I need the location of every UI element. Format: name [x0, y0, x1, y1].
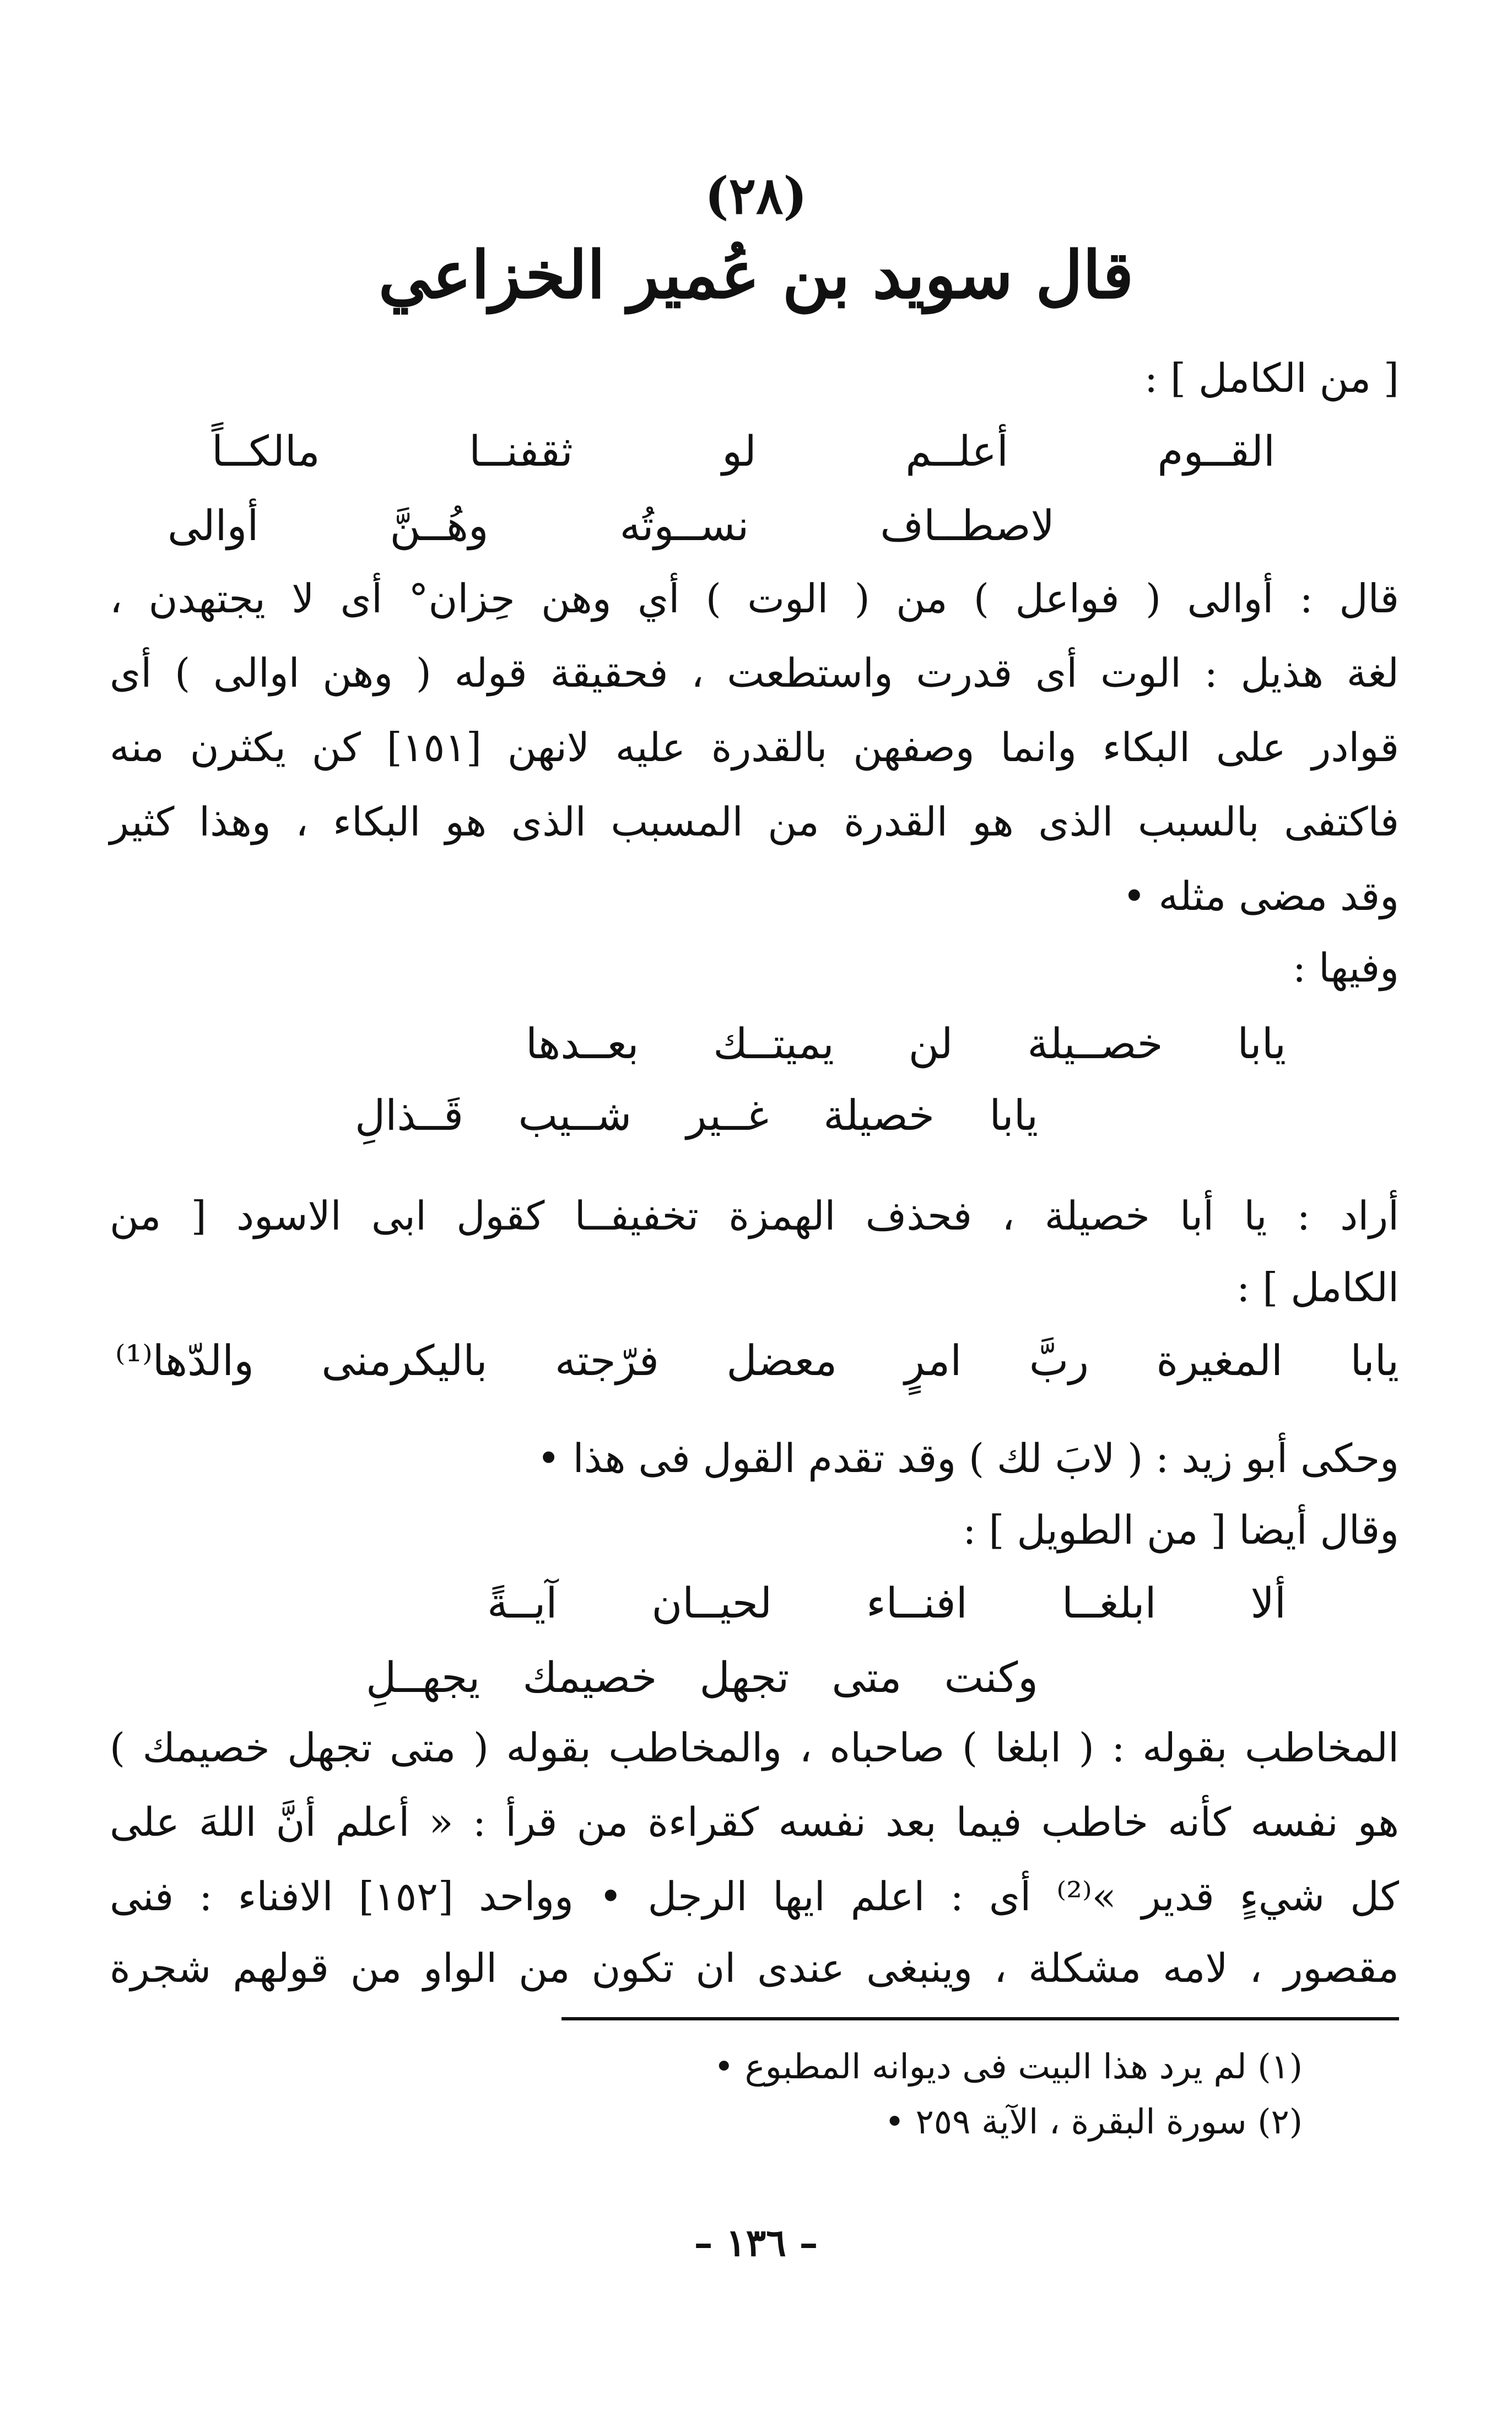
prose-line: فاكتفى بالسبب الذى هو القدرة من المسبب الذى هو البكاء ، وهذا كثير — [110, 799, 1399, 845]
verse-line: يابا المغيرة ربَّ امرٍ معضل فرّجته باليكرمنى والدّها⁽¹⁾ — [115, 1336, 1399, 1385]
verse-line: يابا خصيلة غــير شــيب قَــذالِ — [355, 1091, 1038, 1140]
footnote: (١) لم يرد هذا البيت فى ديوانه المطبوع • — [714, 2046, 1303, 2087]
verse-line: يابا خصــيلة لن يميتــك بعــدها — [526, 1019, 1286, 1068]
prose-line: كل شيءٍ قدير »⁽²⁾ أى : اعلم ايها الرجل • وواحد [١٥٢] الافناء : فنى — [110, 1873, 1400, 1920]
prose-line: قال : أوالى ( فواعل ) من ( الوت ) أي وهن حِزان° أى لا يجتهدن ، — [110, 575, 1399, 622]
prose-line: وفيها : — [1292, 945, 1399, 991]
footnote: (٢) سورة البقرة ، الآية ٢٥٩ • — [884, 2101, 1303, 2142]
prose-line: وحكى أبو زيد : ( لابَ لك ) وقد تقدم القول فى هذا • — [537, 1435, 1399, 1481]
page-number: – ١٣٦ – — [694, 2221, 818, 2265]
footnote-divider — [561, 2017, 1399, 2020]
verse-line: لاصطــاف نســوتُه وهُــنَّ أوالى — [168, 501, 1055, 550]
prose-line: لغة هذيل : الوت أى قدرت واستطعت ، فحقيقة قوله ( وهن اوالى ) أى — [110, 650, 1399, 696]
prose-line: الكامل ] : — [1236, 1264, 1399, 1311]
prose-line: وقال أيضا [ من الطويل ] : — [963, 1507, 1399, 1553]
verse-line: القــوم أعلــم لو ثقفنــا مالكــاً — [212, 427, 1275, 476]
meter-label: [ من الكامل ] : — [1144, 355, 1399, 401]
prose-line: أراد : يا أبا خصيلة ، فحذف الهمزة تخفيفــا كقول ابى الاسود [ من — [110, 1193, 1399, 1239]
prose-line: قوادر على البكاء وانما وصفهن بالقدرة عليه لانهن [١٥١] كن يكثرن منه — [110, 724, 1399, 770]
verse-line: ألا ابلغــا افنــاء لحيــان آيــةً — [487, 1578, 1286, 1627]
prose-line: وقد مضى مثله • — [1122, 873, 1399, 919]
prose-line: مقصور ، لامه مشكلة ، وينبغى عندى ان تكون من الواو من قولهم شجرة — [110, 1945, 1399, 1991]
verse-line: وكنت متى تجهل خصيمك يجهــلِ — [366, 1653, 1038, 1702]
poem-number: (٢٨) — [705, 166, 807, 225]
prose-line: هو نفسه كأنه خاطب فيما بعد نفسه كقراءة من قرأ : « أعلم أنَّ اللهَ على — [110, 1799, 1399, 1845]
prose-line: المخاطب بقوله : ( ابلغا ) صاحباه ، والمخاطب بقوله ( متى تجهل خصيمك ) — [110, 1724, 1399, 1771]
poem-title: قال سويد بن عُمير الخزاعي — [378, 236, 1134, 313]
